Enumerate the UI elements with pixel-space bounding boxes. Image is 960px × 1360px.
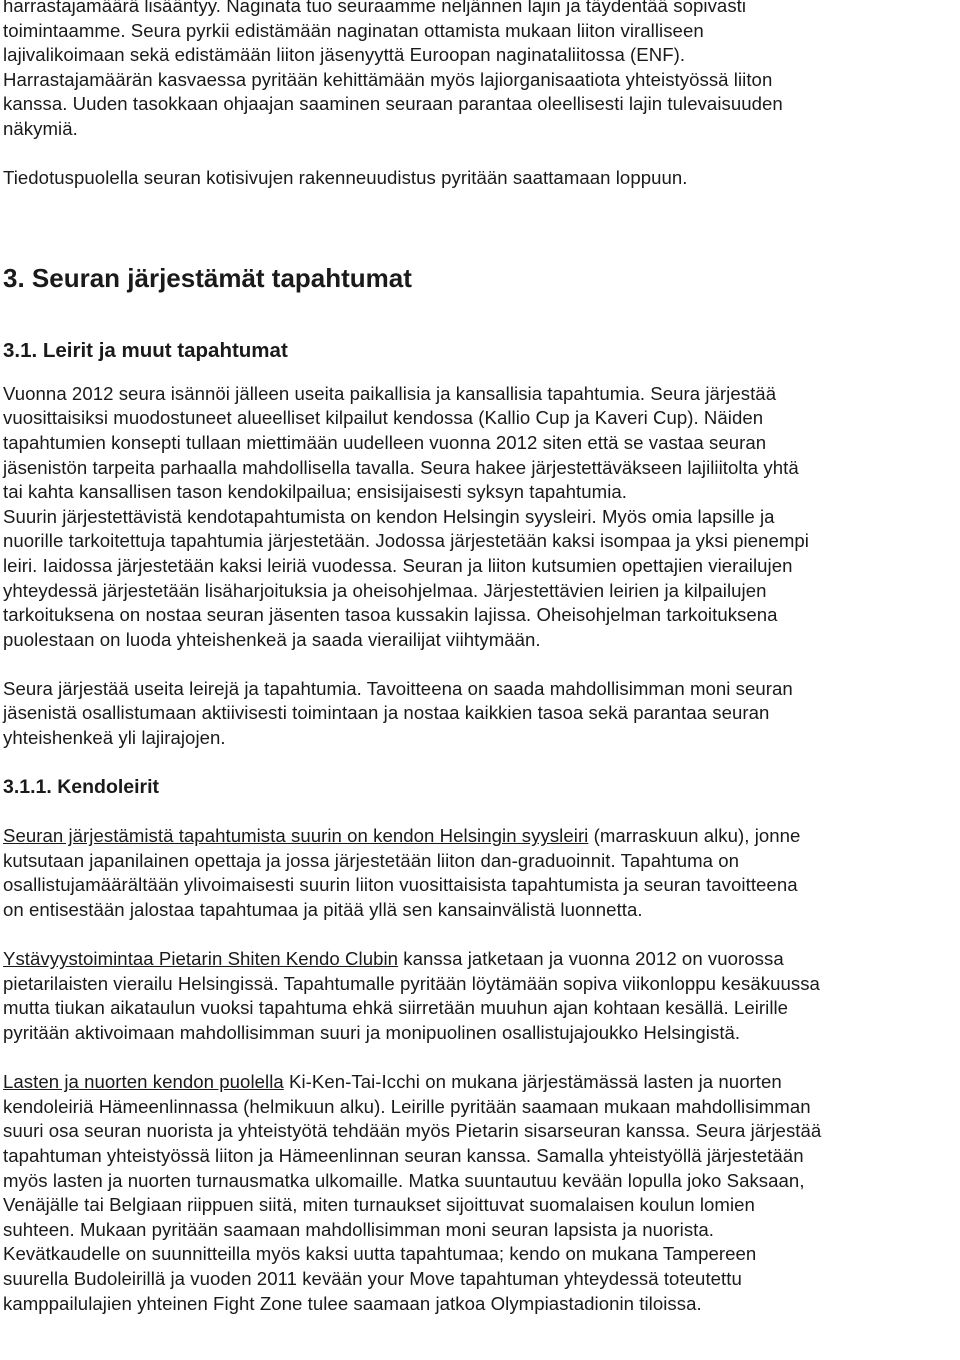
- intro-line: toimintaamme. Seura pyrkii edistämään naginatan ottamista mukaan liiton viralliseen: [3, 19, 704, 41]
- autumn-camp-paragraph: [3, 824, 958, 922]
- paragraph-line: puolestaan on luoda yhteishenkeä ja saada vierailijat viihtymään.: [3, 628, 541, 650]
- paragraph-line: mutta tiukan aikataulun vuoksi tapahtuma ehkä siirretään muuhun ajan kohtaan kesällä. Leirille: [3, 997, 789, 1019]
- paragraph-line: Suurin järjestettävistä kendotapahtumista on kendon Helsingin syysleiri. Myös omia lapsille ja: [3, 505, 775, 527]
- intro-line: lajivalikoimaan sekä edistämään liiton jäsenyyttä Euroopan naginataliitossa (ENF).: [3, 44, 686, 66]
- shiten-club-link[interactable]: Ystävyystoimintaa Pietarin Shiten Kendo Clubin: [3, 948, 399, 970]
- paragraph-line: yhteydessä järjestetään lisäharjoituksia ja oheisohjelmaa. Järjestettävien leirien ja kilpailujen: [3, 579, 767, 601]
- subsubsection-heading: 3.1.1. Kendoleirit: [3, 776, 160, 799]
- paragraph-line: myös lasten ja nuorten turnausmatka ulkomaille. Matka suuntautuu kevään lopulla joko Saksaan,: [3, 1169, 805, 1191]
- paragraph-line: jäsenistön tarpeita parhaalla mahdollisella tavalla. Seura hakee järjestettäväkseen lajiliitolta yhtä: [3, 456, 799, 478]
- paragraph-line: jäsenistä osallistumaan aktiivisesti toimintaan ja nostaa kaikkien tasoa sekä parantaa seuran: [3, 702, 770, 724]
- paragraph-line: suhteen. Mukaan pyritään saamaan mahdollisimman moni seuran lapsista ja nuorista.: [3, 1218, 714, 1240]
- paragraph-line: tapahtuman yhteistyössä liiton ja Hämeenlinnan seuran kanssa. Samalla yhteistyöllä järjestetään: [3, 1144, 804, 1166]
- autumn-camp-link[interactable]: Seuran järjestämistä tapahtumista suurin on kendon Helsingin syysleiri: [3, 825, 589, 847]
- paragraph-line: suurella Budoleirillä ja vuoden 2011 kevään your Move tapahtuman yhteydessä toteutettu: [3, 1267, 742, 1289]
- paragraph-line: Vuonna 2012 seura isännöi jälleen useita paikallisia ja kansallisia tapahtumia. Seura järjestää: [3, 382, 777, 404]
- paragraph-line: leiri. Iaidossa järjestetään kaksi leiriä vuodessa. Seuran ja liiton kutsumien opettajien vierailujen: [3, 554, 793, 576]
- intro-line: kanssa. Uuden tasokkaan ohjaajan saaminen seuraan parantaa oleellisesti lajin tulevaisuuden: [3, 93, 783, 115]
- paragraph-line: Seura järjestää useita leirejä ja tapahtumia. Tavoitteena on saada mahdollisimman moni seuran: [3, 677, 793, 699]
- youth-paragraph: [3, 1070, 958, 1316]
- paragraph-line: [3, 1070, 958, 1095]
- events-paragraph: [3, 382, 958, 653]
- youth-kendo-link[interactable]: Lasten ja nuorten kendon puolella: [3, 1071, 284, 1093]
- document-page: [3, 0, 958, 1316]
- paragraph-line: kamppailulajien yhteinen Fight Zone tulee saamaan jatkoa Olympiastadionin tiloissa.: [3, 1292, 702, 1314]
- friendship-paragraph: [3, 947, 958, 1045]
- paragraph-line: kendoleiriä Hämeenlinnassa (helmikuun alku). Leirille pyritään saamaan mukaan mahdollisimman: [3, 1095, 811, 1117]
- paragraph-line: tarkoituksena on nostaa seuran jäsenten tasoa kussakin lajissa. Oheisohjelman tarkoituksena: [3, 604, 778, 626]
- paragraph-line: Venäjälle tai Belgiaan riippuen siitä, miten turnaukset sijoittuvat suomalaisen koulun lomien: [3, 1194, 755, 1216]
- paragraph-text: Ki-Ken-Tai-Icchi on mukana järjestämässä lasten ja nuorten: [283, 1071, 782, 1093]
- paragraph-line: on entisestään jalostaa tapahtumaa ja pitää yllä sen kansainvälistä luonnetta.: [3, 899, 643, 921]
- paragraph-line: suuri osa seuran nuorista ja yhteistyötä tehdään myös Pietarin sisarseuran kanssa. Seura järjestää: [3, 1120, 822, 1142]
- section-heading: 3. Seuran järjestämät tapahtumat: [3, 262, 412, 293]
- paragraph-text: (marraskuun alku), jonne: [588, 825, 801, 847]
- intro-line: näkymiä.: [3, 117, 78, 139]
- paragraph-line: [3, 947, 958, 972]
- paragraph-line: [3, 824, 958, 849]
- paragraph-line: pietarilaisten vierailu Helsingissä. Tapahtumalle pyritään löytämään sopiva viikonloppu kesäkuussa: [3, 972, 820, 994]
- goals-paragraph: [3, 677, 958, 751]
- intro-line: harrastajamäärä lisääntyy. Naginata tuo seuraamme neljännen lajin ja täydentää sopivasti: [3, 0, 747, 16]
- website-paragraph: Tiedotuspuolella seuran kotisivujen rakenneuudistus pyritään saattamaan loppuun.: [3, 167, 688, 189]
- paragraph-line: pyritään aktivoimaan mahdollisimman suuri ja monipuolinen osallistujajoukko Helsingistä.: [3, 1022, 741, 1043]
- paragraph-line: tapahtumien konsepti tullaan miettimään uudelleen vuonna 2012 siten että se vastaa seuran: [3, 431, 767, 453]
- paragraph-line: yhteishenkeä yli lajirajojen.: [3, 727, 226, 749]
- intro-line: Harrastajamäärän kasvaessa pyritään kehittämään myös lajiorganisaatiota yhteistyössä liiton: [3, 68, 773, 90]
- paragraph-line: vuosittaisiksi muodostuneet alueelliset kilpailut kendossa (Kallio Cup ja Kaveri Cup). Näiden: [3, 407, 764, 429]
- paragraph-line: kutsutaan japanilainen opettaja ja jossa järjestetään liiton dan-graduoinnit. Tapahtuma on: [3, 849, 740, 871]
- subsection-heading: 3.1. Leirit ja muut tapahtumat: [3, 338, 288, 362]
- paragraph-line: tai kahta kansallisen tason kendokilpailua; ensisijaisesti syksyn tapahtumia.: [3, 481, 627, 503]
- paragraph-text: kanssa jatketaan ja vuonna 2012 on vuorossa: [398, 948, 784, 970]
- paragraph-line: nuorille tarkoitettuja tapahtumia järjestetään. Jodossa järjestetään kaksi isompaa ja yksi pienempi: [3, 530, 809, 552]
- paragraph-line: osallistujamäärältään ylivoimaisesti suurin liiton vuosittaisista tapahtumista ja seuran tavoitteena: [3, 874, 798, 896]
- paragraph-line: Kevätkaudelle on suunnitteilla myös kaksi uutta tapahtumaa; kendo on mukana Tampereen: [3, 1243, 757, 1265]
